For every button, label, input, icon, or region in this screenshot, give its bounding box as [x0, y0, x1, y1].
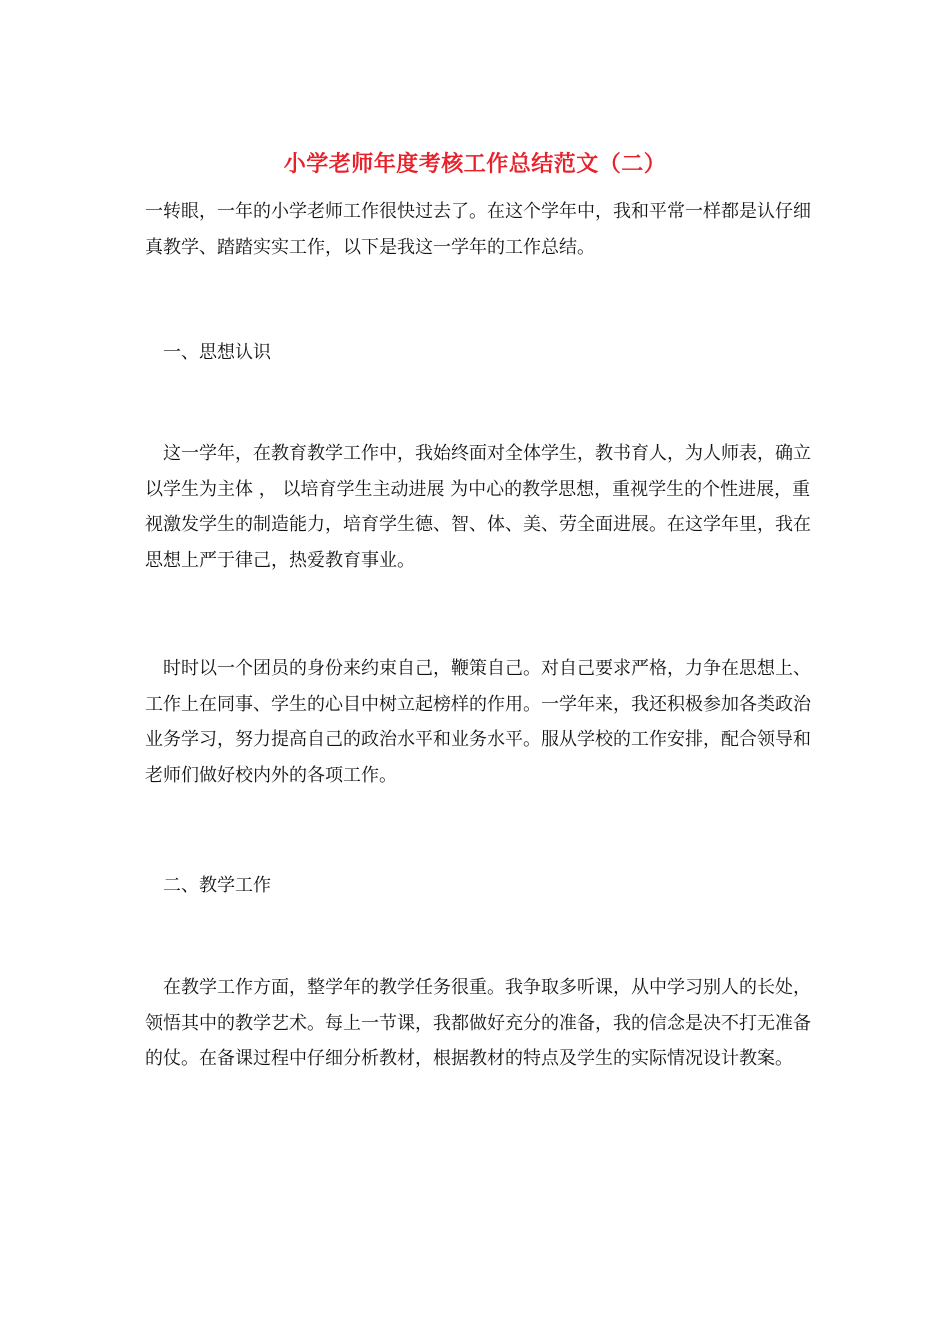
- section-heading-thought: 一、思想认识: [163, 342, 271, 363]
- section-heading-teaching: 二、教学工作: [163, 875, 271, 896]
- section1-paragraph-1: 这一学年，在教育教学工作中，我始终面对全体学生，教书育人，为人师表，确立 以学生为主体 ， 以培育学生主动进展 为中心的教学思想，重视学生的个性进展，重视激发学生的制造能力，培育学生德、智、体、美、劳全面进展。在这学年里，我在思想上严于律己，热爱教育事业。: [145, 443, 811, 571]
- section1-paragraph-2: 时时以一个团员的身份来约束自己，鞭策自己。对自己要求严格，力争在思想上、工作上在同事、学生的心目中树立起榜样的作用。一学年来，我还积极参加各类政治业务学习，努力提高自己的政治水平和业务水平。服从学校的工作安排，配合领导和老师们做好校内外的各项工作。: [145, 658, 811, 786]
- document-title: 小学老师年度考核工作总结范文（二）: [283, 152, 667, 177]
- section2-paragraph-1: 在教学工作方面，整学年的教学任务很重。我争取多听课，从中学习别人的长处，领悟其中的教学艺术。每上一节课，我都做好充分的准备，我的信念是决不打无准备的仗。在备课过程中仔细分析教材，根据教材的特点及学生的实际情况设计教案。: [145, 977, 811, 1069]
- intro-paragraph: 一转眼，一年的小学老师工作很快过去了。在这个学年中，我和平常一样都是认仔细真教学、踏踏实实工作，以下是我这一学年的工作总结。: [145, 201, 811, 258]
